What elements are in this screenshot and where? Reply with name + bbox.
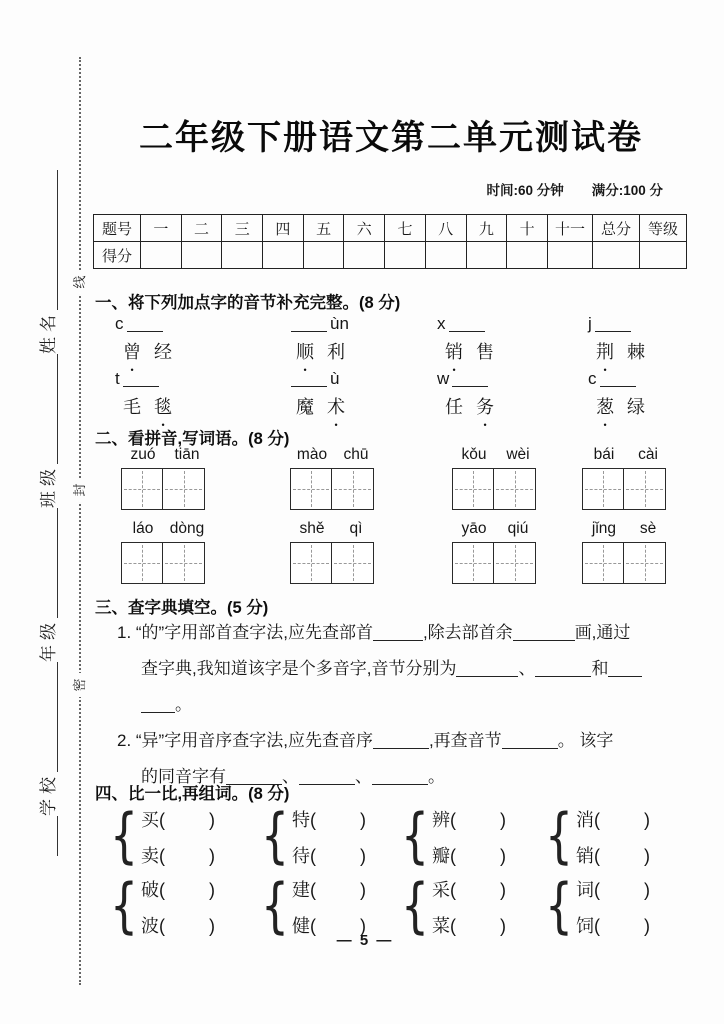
open-paren: ( [310, 846, 316, 866]
q3-text: 、 [518, 659, 536, 678]
pinyin-answer-blank[interactable] [452, 374, 488, 387]
q1-items [95, 314, 687, 417]
q3-text: 和 [591, 659, 609, 678]
seal-line-char-feng: 封 [72, 478, 88, 502]
hanzi-char: 采 [432, 880, 450, 900]
hanzi-char-dotted: 葱 [596, 397, 614, 417]
q3-line [95, 723, 687, 759]
curly-brace: { [545, 801, 573, 871]
time-limit-label: 时间:60 分钟 [486, 183, 564, 198]
writing-grid-cell[interactable] [290, 542, 332, 584]
curly-brace: { [401, 801, 429, 871]
pinyin-partial [115, 369, 268, 390]
q1-item [95, 369, 268, 417]
pinyin-syllable: cài [638, 446, 658, 463]
writing-grid [452, 468, 540, 510]
close-paren: ) [209, 916, 215, 936]
writing-grid-cell[interactable] [582, 542, 624, 584]
hanzi-char: 辨 [432, 810, 450, 830]
sidebar-field-label: 班级 [39, 464, 58, 508]
q3-text: 。 [428, 767, 445, 786]
writing-grid-cell[interactable] [452, 468, 494, 510]
close-paren: ) [209, 846, 215, 866]
close-paren: ) [209, 880, 215, 900]
open-paren: ( [159, 810, 165, 830]
q3-text: 的同音字有 [141, 767, 226, 786]
seal-line-char-xian: 线 [72, 270, 88, 294]
writing-grid [290, 542, 378, 584]
hanzi-char: 绿 [627, 397, 645, 417]
q2-row-1 [95, 446, 687, 516]
compare-word-line [432, 876, 506, 902]
close-paren: ) [644, 846, 650, 866]
writing-grid-cell[interactable] [163, 468, 205, 510]
q3-line [95, 615, 687, 651]
hanzi-char-dotted: 顺 [296, 342, 314, 362]
score-cell[interactable] [548, 242, 593, 269]
fill-in-blank[interactable] [513, 627, 575, 641]
sidebar-field-line[interactable] [40, 662, 58, 772]
compare-word-group [545, 801, 650, 871]
fill-in-blank[interactable] [141, 699, 175, 713]
score-cell[interactable] [507, 242, 548, 269]
pinyin-label [582, 446, 670, 466]
pinyin-syllable: yāo [461, 520, 487, 537]
q1-word [115, 338, 268, 364]
score-table-column-header: 二 [181, 215, 222, 242]
hanzi-char: 菜 [432, 916, 450, 936]
score-table-column-header: 总分 [593, 215, 640, 242]
fill-in-blank[interactable] [456, 663, 518, 677]
q1-word [588, 338, 687, 364]
writing-grid-cell[interactable] [624, 468, 666, 510]
score-table-column-header: 四 [263, 215, 304, 242]
pinyin-word-group [452, 446, 540, 510]
writing-grid-cell[interactable] [582, 468, 624, 510]
curly-brace: { [261, 871, 289, 941]
score-row-label: 得分 [94, 242, 141, 269]
compare-word-line [292, 876, 366, 902]
q3-text: 1. “的”字用部首查字法,应先查部首 [117, 623, 373, 642]
curly-brace: { [401, 871, 429, 941]
sidebar-field-label: 姓名 [39, 310, 58, 354]
score-table-corner: 题号 [94, 215, 141, 242]
sidebar-field-label: 年级 [39, 618, 58, 662]
score-table-column-header: 七 [385, 215, 426, 242]
page-title: 二年级下册语文第二单元测试卷 [139, 119, 643, 157]
score-table-column-header: 十 [507, 215, 548, 242]
close-paren: ) [360, 810, 366, 830]
fill-in-blank[interactable] [372, 771, 428, 785]
pinyin-partial [288, 369, 417, 390]
q1-item [417, 314, 568, 362]
pinyin-final: ù [330, 369, 340, 388]
close-paren: ) [644, 916, 650, 936]
writing-grid [121, 468, 209, 510]
hanzi-char: 售 [476, 342, 494, 362]
open-paren: ( [159, 846, 165, 866]
pinyin-syllable: qiú [507, 520, 529, 537]
q3-text: ,再查音节 [428, 731, 502, 750]
hanzi-char: 利 [327, 342, 345, 362]
sidebar-field-line[interactable] [40, 816, 58, 856]
compare-word-column [141, 806, 215, 868]
q3-text: 查字典,我知道该字是个多音字,音节分别为 [141, 659, 457, 678]
sidebar-field-label: 学校 [39, 772, 58, 816]
fill-in-blank[interactable] [373, 627, 423, 641]
pinyin-answer-blank[interactable] [127, 319, 163, 332]
open-paren: ( [450, 810, 456, 830]
compare-word-group [401, 801, 506, 871]
pinyin-answer-blank[interactable] [291, 374, 327, 387]
hanzi-char: 买 [141, 810, 159, 830]
q1-item [417, 369, 568, 417]
fill-in-blank[interactable] [502, 735, 558, 749]
open-paren: ( [310, 916, 316, 936]
pinyin-initial: c [588, 369, 597, 388]
sidebar-field-line[interactable] [40, 354, 58, 464]
pinyin-syllable: jǐng [591, 520, 617, 537]
score-table-column-header: 三 [222, 215, 263, 242]
compare-word-line [576, 842, 650, 868]
score-cell[interactable] [385, 242, 426, 269]
pinyin-answer-blank[interactable] [600, 374, 636, 387]
pinyin-syllable: mào [296, 446, 328, 463]
q1-item [568, 369, 687, 417]
q3-text: 2. “异”字用音序查字法,应先查音序 [117, 731, 373, 750]
pinyin-partial [588, 314, 687, 335]
pinyin-syllable: bái [593, 446, 615, 463]
compare-word-group [545, 871, 650, 941]
hanzi-char: 瓣 [432, 846, 450, 866]
q3-text: 。 [175, 695, 192, 714]
q1-item [268, 314, 417, 362]
pinyin-initial: c [115, 314, 124, 333]
writing-grid [582, 468, 670, 510]
curly-brace: { [110, 871, 138, 941]
hanzi-char: 毛 [123, 397, 141, 417]
hanzi-char-dotted: 荆 [596, 342, 614, 362]
writing-grid-cell[interactable] [494, 542, 536, 584]
close-paren: ) [644, 810, 650, 830]
q1-item [268, 369, 417, 417]
hanzi-char: 消 [576, 810, 594, 830]
curly-brace: { [545, 871, 573, 941]
pinyin-label [121, 446, 209, 466]
q3-lines [95, 615, 687, 795]
score-cell[interactable] [344, 242, 385, 269]
pinyin-syllable: qì [349, 520, 363, 537]
close-paren: ) [500, 880, 506, 900]
pinyin-word-group [121, 446, 209, 510]
pinyin-label [452, 446, 540, 466]
pinyin-syllable: tiān [174, 446, 200, 463]
fill-in-blank[interactable] [535, 663, 591, 677]
writing-grid-cell[interactable] [163, 542, 205, 584]
open-paren: ( [450, 916, 456, 936]
compare-word-group [261, 871, 366, 941]
compare-word-group [261, 801, 366, 871]
pinyin-syllable: kǒu [461, 446, 487, 463]
pinyin-partial [437, 369, 568, 390]
writing-grid [452, 542, 540, 584]
hanzi-char: 波 [141, 916, 159, 936]
student-info-fields [33, 186, 59, 856]
pinyin-label [290, 520, 378, 540]
curly-brace: { [261, 801, 289, 871]
section1-heading: 一、将下列加点字的音节补充完整。(8 分) [95, 294, 401, 312]
pinyin-initial: x [437, 314, 446, 333]
pinyin-word-group [582, 446, 670, 510]
close-paren: ) [644, 880, 650, 900]
hanzi-char-dotted: 销 [445, 342, 463, 362]
pinyin-initial: w [437, 369, 450, 388]
writing-grid [290, 468, 378, 510]
compare-word-column [576, 876, 650, 938]
hanzi-char: 魔 [296, 397, 314, 417]
pinyin-answer-blank[interactable] [595, 319, 631, 332]
compare-word-line [432, 806, 506, 832]
pinyin-answer-blank[interactable] [291, 319, 327, 332]
pinyin-syllable: sè [639, 520, 657, 537]
score-cell[interactable] [466, 242, 507, 269]
hanzi-char: 饲 [576, 916, 594, 936]
writing-grid [121, 542, 209, 584]
close-paren: ) [360, 880, 366, 900]
sidebar-field-line[interactable] [40, 508, 58, 618]
curly-brace: { [110, 801, 138, 871]
pinyin-partial [288, 314, 417, 335]
fill-in-blank[interactable] [299, 771, 355, 785]
compare-word-group [110, 801, 215, 871]
q1-word [437, 338, 568, 364]
section4-heading: 四、比一比,再组词。(8 分) [95, 785, 290, 803]
pinyin-partial [115, 314, 268, 335]
hanzi-char: 棘 [627, 342, 645, 362]
q1-word [288, 393, 417, 419]
score-cell[interactable] [640, 242, 687, 269]
hanzi-char: 破 [141, 880, 159, 900]
compare-word-line [141, 842, 215, 868]
q3-line [95, 687, 687, 723]
open-paren: ( [159, 916, 165, 936]
pinyin-syllable: dòng [169, 520, 205, 537]
writing-grid-cell[interactable] [494, 468, 536, 510]
close-paren: ) [209, 810, 215, 830]
pinyin-initial: t [115, 369, 120, 388]
hanzi-char-dotted: 术 [327, 397, 345, 417]
compare-word-line [292, 806, 366, 832]
q1-item [568, 314, 687, 362]
sidebar-field-line[interactable] [40, 170, 58, 310]
hanzi-char: 建 [292, 880, 310, 900]
score-cell[interactable] [141, 242, 182, 269]
hanzi-char: 任 [445, 397, 463, 417]
open-paren: ( [310, 880, 316, 900]
pinyin-word-group [582, 520, 670, 584]
q3-text: 画,通过 [574, 623, 631, 642]
hanzi-char-dotted: 务 [476, 397, 494, 417]
writing-grid-cell[interactable] [121, 468, 163, 510]
pinyin-word-group [290, 446, 378, 510]
pinyin-word-group [290, 520, 378, 584]
pinyin-word-group [121, 520, 209, 584]
fill-in-blank[interactable] [373, 735, 429, 749]
q1-item [95, 314, 268, 362]
hanzi-char-dotted: 毯 [154, 397, 172, 417]
q3-line [95, 651, 687, 687]
writing-grid-cell[interactable] [290, 468, 332, 510]
score-table-column-header: 八 [425, 215, 466, 242]
q1-word [288, 338, 417, 364]
open-paren: ( [450, 880, 456, 900]
compare-word-line [432, 842, 506, 868]
seal-line-char-mi: 密 [72, 673, 88, 697]
hanzi-char: 待 [292, 846, 310, 866]
hanzi-char: 经 [154, 342, 172, 362]
compare-word-column [432, 876, 506, 938]
compare-word-column [292, 806, 366, 868]
score-table-column-header: 六 [344, 215, 385, 242]
hanzi-char-dotted: 曾 [123, 342, 141, 362]
pinyin-label [452, 520, 540, 540]
score-table-score-row [94, 242, 687, 269]
writing-grid-cell[interactable] [624, 542, 666, 584]
q1-word [588, 393, 687, 419]
score-table-column-header: 九 [466, 215, 507, 242]
score-cell[interactable] [593, 242, 640, 269]
compare-word-column [141, 876, 215, 938]
pinyin-syllable: chū [343, 446, 369, 463]
compare-word-line [141, 806, 215, 832]
section3-heading: 三、查字典填空。(5 分) [95, 599, 269, 617]
open-paren: ( [450, 846, 456, 866]
compare-word-line [576, 876, 650, 902]
compare-word-column [576, 806, 650, 868]
score-table-column-header: 十一 [548, 215, 593, 242]
writing-grid-cell[interactable] [452, 542, 494, 584]
q4-row-1 [95, 801, 687, 872]
hanzi-char: 词 [576, 880, 594, 900]
exam-meta [486, 179, 663, 199]
compare-word-line [141, 876, 215, 902]
section2-heading: 二、看拼音,写词语。(8 分) [95, 430, 290, 448]
close-paren: ) [500, 846, 506, 866]
hanzi-char: 特 [292, 810, 310, 830]
page-number: — 5 — [336, 932, 394, 949]
hanzi-char: 卖 [141, 846, 159, 866]
pinyin-syllable: shě [299, 520, 325, 537]
open-paren: ( [159, 880, 165, 900]
pinyin-word-group [452, 520, 540, 584]
pinyin-label [290, 446, 378, 466]
compare-word-column [292, 876, 366, 938]
pinyin-syllable: wèi [506, 446, 530, 463]
open-paren: ( [310, 810, 316, 830]
score-table [93, 214, 687, 269]
pinyin-initial: j [588, 314, 592, 333]
open-paren: ( [594, 846, 600, 866]
paper-content [95, 0, 687, 1024]
compare-word-line [576, 806, 650, 832]
writing-grid [582, 542, 670, 584]
pinyin-answer-blank[interactable] [123, 374, 159, 387]
writing-grid-cell[interactable] [121, 542, 163, 584]
writing-grid-cell[interactable] [332, 468, 374, 510]
open-paren: ( [594, 810, 600, 830]
compare-word-line [292, 842, 366, 868]
fill-in-blank[interactable] [608, 663, 642, 677]
q3-text: 、 [355, 767, 372, 786]
full-score-label: 满分:100 分 [591, 183, 663, 198]
compare-word-column [432, 806, 506, 868]
pinyin-partial [437, 314, 568, 335]
q1-word [437, 393, 568, 419]
pinyin-syllable: láo [132, 520, 154, 537]
score-table-column-header: 一 [141, 215, 182, 242]
score-cell[interactable] [222, 242, 263, 269]
q1-word [115, 393, 268, 419]
q2-row-2 [95, 520, 687, 590]
pinyin-final: ùn [330, 314, 349, 333]
hanzi-char: 健 [292, 916, 310, 936]
score-table-column-header: 等级 [640, 215, 687, 242]
score-cell[interactable] [303, 242, 344, 269]
hanzi-char: 销 [576, 846, 594, 866]
open-paren: ( [594, 916, 600, 936]
binding-dotted-line [79, 57, 81, 985]
pinyin-syllable: zuó [130, 446, 156, 463]
pinyin-label [582, 520, 670, 540]
writing-grid-cell[interactable] [332, 542, 374, 584]
q3-text: 。 该字 [557, 731, 614, 750]
pinyin-answer-blank[interactable] [449, 319, 485, 332]
pinyin-label [121, 520, 209, 540]
compare-word-group [110, 871, 215, 941]
score-table-column-header: 五 [303, 215, 344, 242]
score-cell[interactable] [263, 242, 304, 269]
open-paren: ( [594, 880, 600, 900]
q3-text: 、 [282, 767, 299, 786]
score-cell[interactable] [181, 242, 222, 269]
q3-text: ,除去部首余 [422, 623, 513, 642]
close-paren: ) [360, 916, 366, 936]
close-paren: ) [500, 916, 506, 936]
close-paren: ) [500, 810, 506, 830]
close-paren: ) [360, 846, 366, 866]
score-table-header-row [94, 215, 687, 242]
compare-word-group [401, 871, 506, 941]
score-cell[interactable] [425, 242, 466, 269]
